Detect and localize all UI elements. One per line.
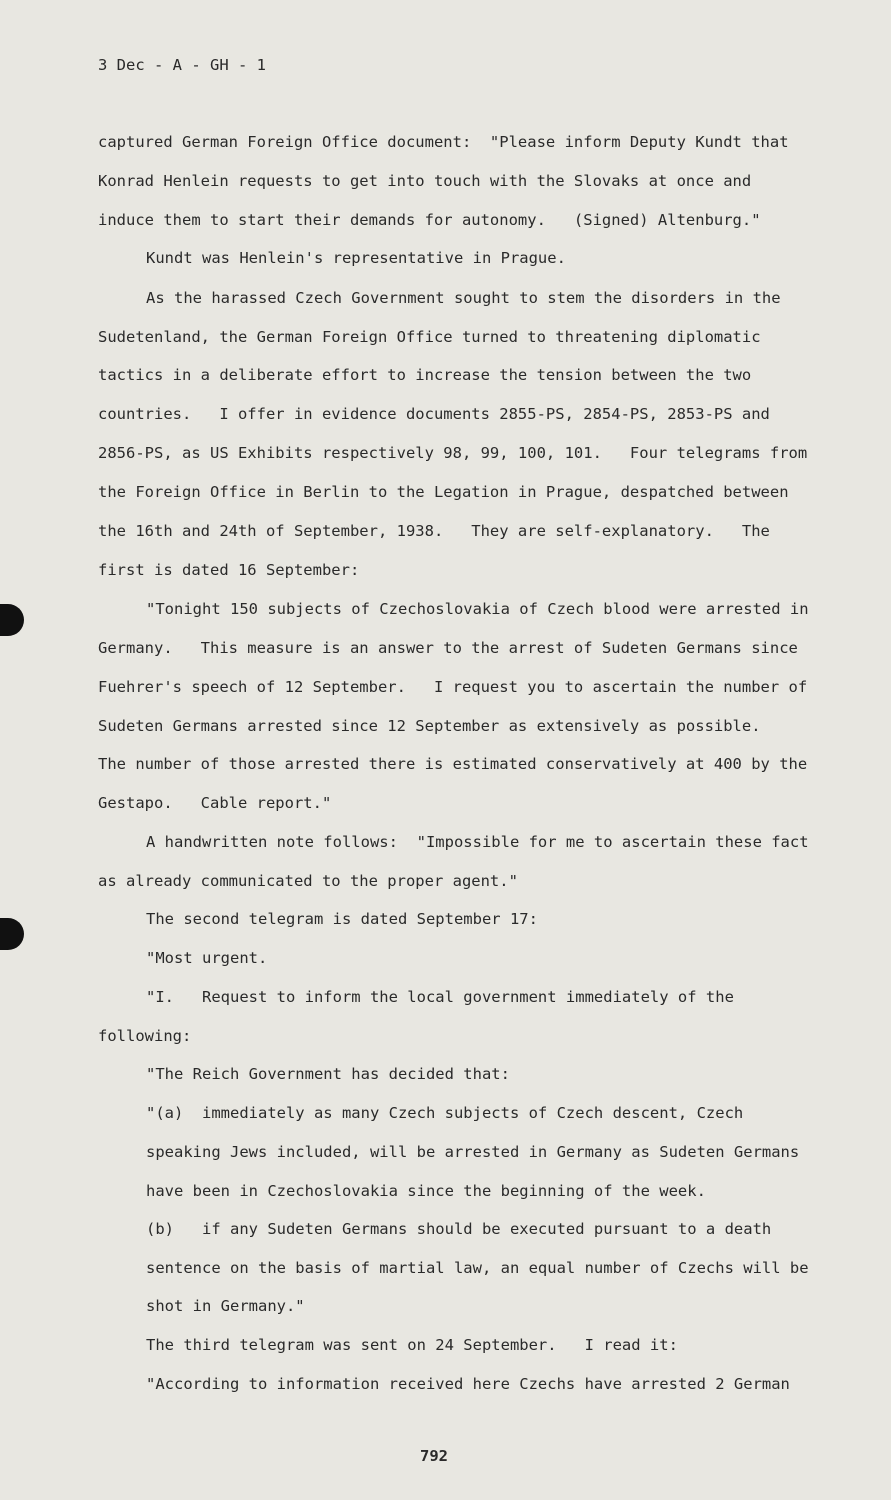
- text-line: The number of those arrested there is estimated conservatively at 400 by the: [98, 755, 808, 773]
- text-line: Konrad Henlein requests to get into touch with the Slovaks at once and: [98, 172, 752, 190]
- page-header: 3 Dec - A - GH - 1: [98, 56, 266, 74]
- text-line: Germany. This measure is an answer to the arrest of Sudeten Germans since: [98, 639, 798, 657]
- text-line: A handwritten note follows: "Impossible for me to ascertain these fact: [146, 833, 809, 851]
- text-line: shot in Germany.": [146, 1297, 305, 1315]
- text-line: Fuehrer's speech of 12 September. I request you to ascertain the number of: [98, 678, 808, 696]
- text-line: countries. I offer in evidence documents 2855-PS, 2854-PS, 2853-PS and: [98, 405, 770, 423]
- text-line: the Foreign Office in Berlin to the Legation in Prague, despatched between: [98, 483, 789, 501]
- text-line: "I. Request to inform the local government immediately of the: [146, 988, 734, 1006]
- text-line: "The Reich Government has decided that:: [146, 1065, 510, 1083]
- text-line: "Tonight 150 subjects of Czechoslovakia of Czech blood were arrested in: [146, 600, 809, 618]
- binder-hole: [0, 918, 24, 950]
- text-line: speaking Jews included, will be arrested in Germany as Sudeten Germans: [146, 1143, 800, 1161]
- text-line: Sudetenland, the German Foreign Office turned to threatening diplomatic: [98, 328, 761, 346]
- text-line: The second telegram is dated September 17:: [146, 910, 538, 928]
- text-line: tactics in a deliberate effort to increase the tension between the two: [98, 366, 752, 384]
- text-line: sentence on the basis of martial law, an equal number of Czechs will be: [146, 1259, 809, 1277]
- binder-hole: [0, 604, 24, 636]
- text-line: "According to information received here Czechs have arrested 2 German: [146, 1375, 790, 1393]
- text-line: As the harassed Czech Government sought to stem the disorders in the: [146, 289, 781, 307]
- text-line: have been in Czechoslovakia since the beginning of the week.: [146, 1182, 706, 1200]
- text-line: Kundt was Henlein's representative in Prague.: [146, 249, 566, 267]
- text-line: following:: [98, 1027, 192, 1045]
- text-line: as already communicated to the proper agent.": [98, 872, 518, 890]
- text-line: induce them to start their demands for autonomy. (Signed) Altenburg.": [98, 211, 761, 229]
- text-line: Sudeten Germans arrested since 12 September as extensively as possible.: [98, 717, 761, 735]
- text-line: first is dated 16 September:: [98, 561, 360, 579]
- text-line: Gestapo. Cable report.": [98, 794, 332, 812]
- text-line: The third telegram was sent on 24 September. I read it:: [146, 1336, 678, 1354]
- text-line: "Most urgent.: [146, 949, 268, 967]
- text-line: the 16th and 24th of September, 1938. They are self-explanatory. The: [98, 522, 770, 540]
- text-line: "(a) immediately as many Czech subjects of Czech descent, Czech: [146, 1104, 744, 1122]
- text-line: 2856-PS, as US Exhibits respectively 98, 99, 100, 101. Four telegrams from: [98, 444, 808, 462]
- text-line: captured German Foreign Office document: "Please inform Deputy Kundt that: [98, 133, 789, 151]
- page-number: 792: [420, 1447, 448, 1465]
- text-line: (b) if any Sudeten Germans should be executed pursuant to a death: [146, 1220, 772, 1238]
